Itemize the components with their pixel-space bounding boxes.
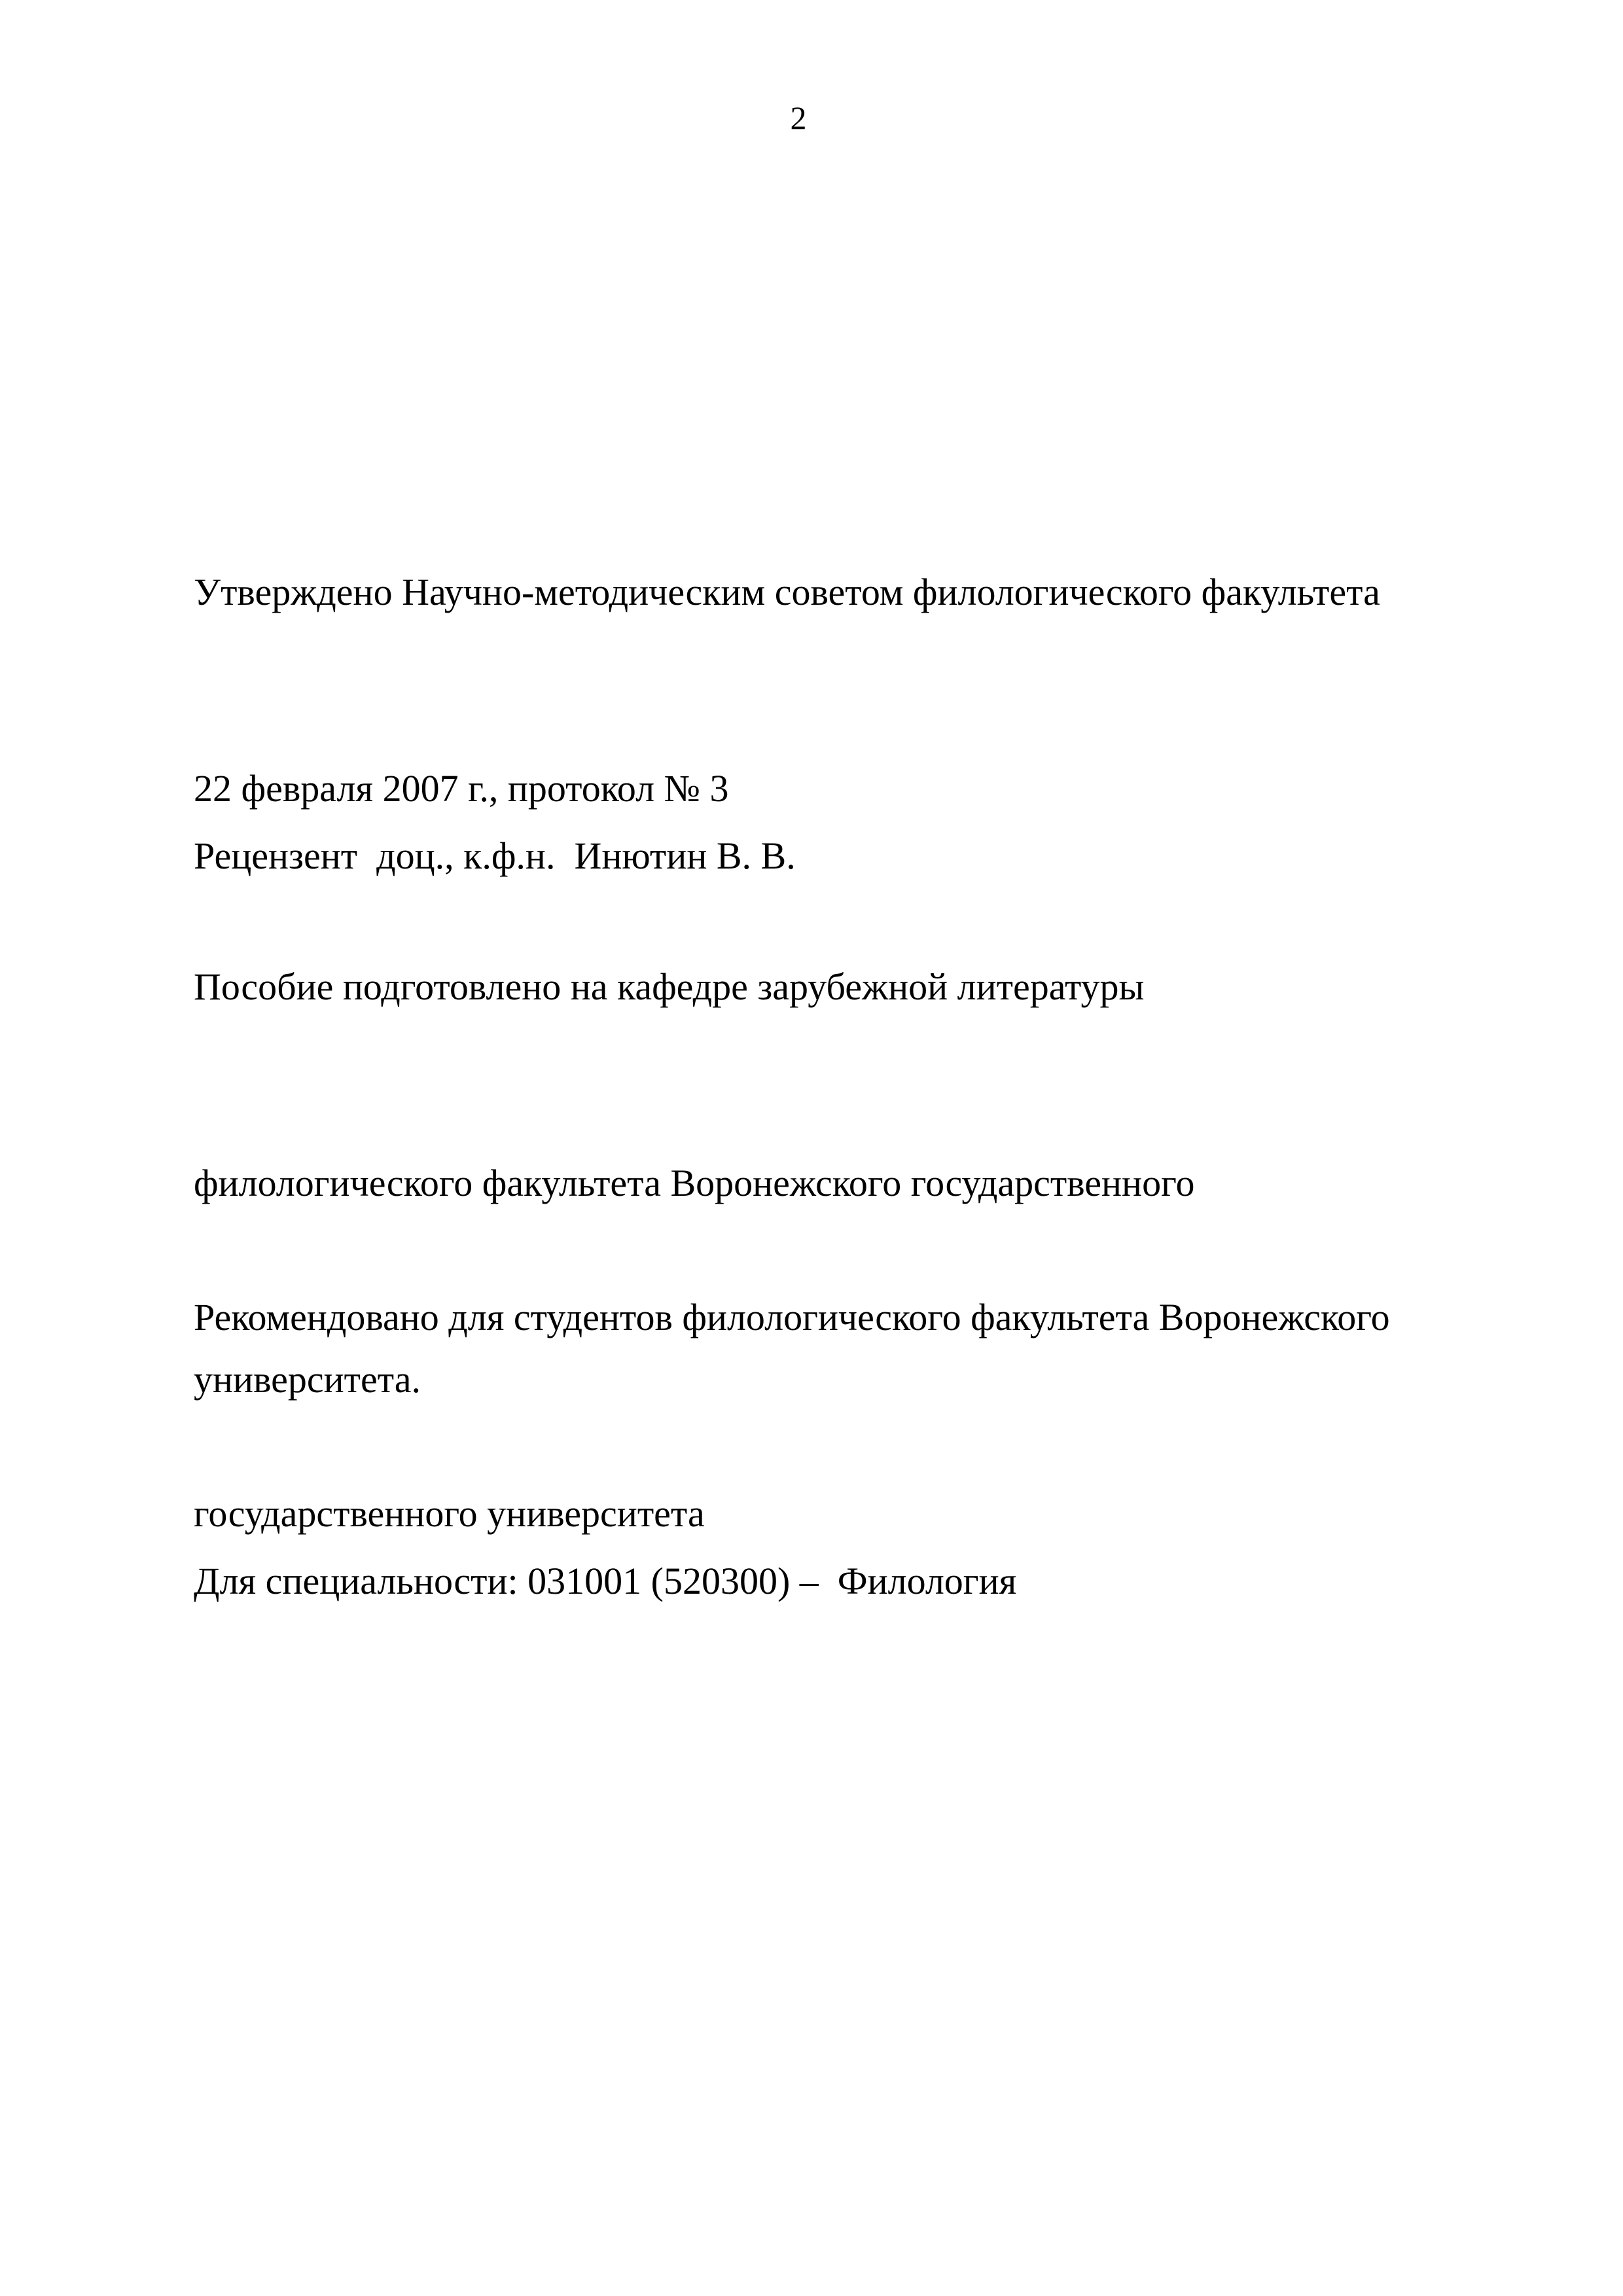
specialty-line: Для специальности: 031001 (520300) – Филология [194, 1560, 1017, 1602]
prepared-line-1: Пособие подготовлено на кафедре зарубежной литературы [194, 965, 1145, 1008]
prepared-line-2: филологического факультета Воронежского государственного [194, 1162, 1195, 1204]
recommendation-line-1: Рекомендовано для студентов филологического факультета Воронежского [194, 1296, 1390, 1338]
page-number: 2 [790, 99, 807, 136]
recommendation-line-2: государственного университета [194, 1492, 705, 1535]
prepared-line-3: университета. [194, 1358, 421, 1401]
specialty-statement [194, 1418, 1503, 1679]
approval-line-1: Утверждено Научно-методическим советом филологического факультета [194, 571, 1380, 613]
approval-line-2: 22 февраля 2007 г., протокол № 3 [194, 767, 729, 810]
reviewer-line: Рецензент доц., к.ф.н. Инютин В. В. [194, 834, 796, 877]
